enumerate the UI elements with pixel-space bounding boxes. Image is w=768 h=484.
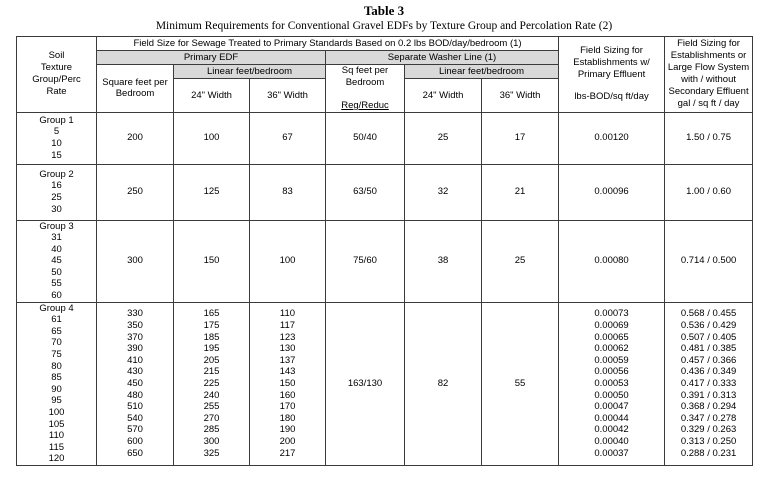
value: 205 (203, 354, 220, 366)
cell-washer-24: 25 (405, 112, 482, 164)
perc-rate: 5 (53, 126, 60, 138)
perc-rate: 16 (51, 180, 62, 192)
value: 300 (203, 435, 220, 447)
cell-primary-24: 150 (174, 220, 250, 302)
value: 0.417 / 0.333 (680, 378, 737, 390)
value: 190 (279, 424, 296, 436)
value: 123 (279, 331, 296, 343)
perc-rate: 61 (51, 314, 62, 326)
value: 0.288 / 0.231 (680, 447, 737, 459)
value: 0.00062 (594, 343, 629, 355)
perc-rate: 40 (51, 243, 62, 255)
soil-line-1: Soil (48, 50, 65, 62)
value: 0.347 / 0.278 (680, 412, 737, 424)
perc-rate: 115 (48, 441, 65, 453)
value: 390 (127, 343, 143, 355)
fsl-units: gal / sq ft / day (677, 98, 740, 110)
soil-line-2: Texture (40, 62, 73, 74)
perc-rate: 10 (51, 138, 62, 149)
cell-washer-sq-feet: 50/40 (326, 112, 405, 164)
cell-gal-sq-ft-day (665, 302, 753, 465)
value: 215 (203, 366, 220, 378)
value: 0.481 / 0.385 (680, 343, 737, 355)
header-linear-feet-bedroom-washer: Linear feet/bedroom (405, 65, 559, 79)
perc-rate: 100 (48, 407, 65, 418)
table-container (16, 36, 752, 466)
cell-washer-36: 17 (482, 112, 559, 164)
cell-washer-sq-feet: 63/50 (326, 164, 405, 220)
value: 200 (279, 435, 296, 447)
group-cell (17, 220, 97, 302)
value: 285 (203, 424, 220, 436)
cell-primary-36: 100 (250, 220, 326, 302)
cell-washer-24: 82 (405, 302, 482, 465)
cell-washer-24: 32 (405, 164, 482, 220)
group-cell (17, 112, 97, 164)
page-subtitle: Minimum Requirements for Conventional Gravel EDFs by Texture Group and Percolation Rate (2) (155, 20, 613, 32)
perc-rate: 105 (48, 418, 65, 430)
cell-washer-sq-feet: 163/130 (326, 302, 405, 465)
cell-square-feet-per-bedroom: 200 (97, 112, 174, 164)
fsl-line-3: Large Flow System (667, 62, 750, 74)
cell-lbs-bod: 0.00080 (559, 220, 665, 302)
perc-rate: 25 (51, 192, 62, 203)
value: 0.391 / 0.313 (680, 389, 737, 401)
value: 430 (127, 366, 143, 378)
value: 0.436 / 0.349 (680, 366, 737, 378)
sqft-line-2: per (154, 76, 168, 88)
cell-lbs-bod: 0.00120 (559, 112, 665, 164)
perc-rate: 75 (51, 349, 62, 361)
value: 0.00065 (594, 331, 629, 343)
value: 0.329 / 0.263 (680, 424, 737, 436)
cell-gal-sq-ft-day: 0.714 / 0.500 (665, 220, 753, 302)
value: 0.00037 (594, 447, 629, 459)
header-square-feet-per-bedroom (97, 65, 174, 113)
value: 0.00056 (594, 366, 629, 378)
sqfw-line-1: Sq feet per (341, 65, 389, 76)
header-reg-reduc: Reg/Reduc (341, 100, 389, 111)
value: 117 (279, 320, 296, 332)
value: 165 (203, 308, 220, 320)
value: 143 (279, 366, 296, 378)
value: 0.00059 (594, 354, 629, 366)
cell-square-feet-per-bedroom: 300 (97, 220, 174, 302)
table-row (17, 302, 753, 465)
value: 137 (279, 354, 296, 366)
value: 0.00069 (594, 320, 629, 332)
perc-rate: 65 (51, 325, 62, 337)
fsl-line-5: Secondary Effluent (668, 86, 749, 98)
perc-rate: 45 (51, 255, 62, 267)
value: 130 (279, 343, 296, 355)
fsp-line-1: Field Sizing for (580, 45, 643, 57)
header-field-sizing-large-flow (665, 37, 753, 113)
cell-washer-sq-feet: 75/60 (326, 220, 405, 302)
perc-rate: 95 (51, 395, 62, 407)
value: 0.313 / 0.250 (680, 435, 737, 447)
requirements-table (16, 36, 753, 466)
perc-rate: 110 (48, 430, 65, 442)
header-primary-24-width: 24" Width (174, 79, 250, 113)
value: 0.00050 (594, 389, 629, 401)
header-primary-edf: Primary EDF (97, 51, 326, 65)
value: 160 (279, 389, 296, 401)
perc-rate: 15 (51, 149, 62, 161)
value: 410 (127, 354, 143, 366)
header-primary-36-width: 36" Width (250, 79, 326, 113)
group-cell (17, 164, 97, 220)
value: 0.536 / 0.429 (680, 320, 737, 332)
value: 110 (279, 308, 296, 320)
value: 170 (279, 401, 296, 413)
table-body (17, 112, 753, 465)
header-sq-feet-per-bedroom-washer (326, 65, 405, 113)
value: 510 (127, 401, 143, 413)
perc-rate: 60 (51, 290, 62, 302)
perc-rate: 50 (51, 266, 62, 278)
header-washer-36-width: 36" Width (482, 79, 559, 113)
value: 650 (127, 447, 143, 459)
perc-rate: 55 (51, 278, 62, 290)
table-row (17, 220, 753, 302)
header-soil-texture (17, 37, 97, 113)
table-row (17, 164, 753, 220)
perc-rate: 30 (51, 203, 62, 215)
cell-primary-36 (250, 302, 326, 465)
cell-lbs-bod: 0.00096 (559, 164, 665, 220)
cell-primary-24: 100 (174, 112, 250, 164)
soil-line-3: Group/Perc (32, 74, 81, 86)
value: 225 (203, 378, 220, 390)
header-washer-24-width: 24" Width (405, 79, 482, 113)
value: 150 (279, 378, 296, 390)
sqft-line-1: Square feet (102, 76, 152, 88)
value: 0.00040 (594, 435, 629, 447)
value: 217 (279, 447, 296, 459)
value: 0.368 / 0.294 (680, 401, 737, 413)
perc-rate: 90 (51, 383, 62, 395)
value: 570 (127, 424, 143, 436)
value: 325 (203, 447, 220, 459)
fsp-units: lbs-BOD/sq ft/day (574, 91, 649, 103)
value: 480 (127, 389, 143, 401)
value: 0.00047 (594, 401, 629, 413)
header-separate-washer-line: Separate Washer Line (1) (326, 51, 559, 65)
value: 0.457 / 0.366 (680, 354, 737, 366)
fsl-line-4: with / without (681, 74, 736, 86)
cell-gal-sq-ft-day: 1.50 / 0.75 (665, 112, 753, 164)
cell-washer-24: 38 (405, 220, 482, 302)
header-field-size-span: Field Size for Sewage Treated to Primary Standards Based on 0.2 lbs BOD/day/bedroom (1) (97, 37, 559, 51)
group-label: Group 2 (39, 168, 74, 180)
soil-line-4: Rate (46, 86, 67, 98)
value: 180 (279, 412, 296, 424)
value: 0.507 / 0.405 (680, 331, 737, 343)
perc-rate: 70 (51, 337, 62, 349)
cell-washer-36: 25 (482, 220, 559, 302)
cell-gal-sq-ft-day: 1.00 / 0.60 (665, 164, 753, 220)
perc-rate: 31 (51, 232, 62, 244)
cell-washer-36: 21 (482, 164, 559, 220)
group-label: Group 1 (39, 114, 74, 126)
title-block (0, 0, 768, 33)
fsp-line-3: Primary Effluent (577, 69, 646, 81)
cell-primary-24: 125 (174, 164, 250, 220)
cell-primary-36: 67 (250, 112, 326, 164)
cell-square-feet-per-bedroom (97, 302, 174, 465)
value: 450 (127, 378, 143, 390)
value: 175 (203, 320, 220, 332)
value: 350 (127, 320, 143, 332)
page-title: Table 3 (363, 3, 405, 18)
header-field-sizing-primary (559, 37, 665, 113)
value: 195 (203, 343, 220, 355)
cell-lbs-bod (559, 302, 665, 465)
value: 240 (203, 389, 220, 401)
group-cell (17, 302, 97, 465)
table-row (17, 112, 753, 164)
cell-primary-36: 83 (250, 164, 326, 220)
cell-washer-36: 55 (482, 302, 559, 465)
sqfw-line-2: Bedroom (345, 76, 385, 88)
value: 255 (203, 401, 220, 413)
value: 185 (203, 331, 220, 343)
value: 270 (203, 412, 220, 424)
value: 0.00042 (594, 424, 629, 436)
value: 0.00053 (594, 378, 629, 390)
group-label: Group 3 (39, 220, 74, 232)
fsl-line-1: Field Sizing for (677, 38, 740, 50)
value: 0.00044 (594, 412, 629, 424)
table-header (17, 37, 753, 113)
perc-rate: 85 (51, 372, 62, 384)
cell-square-feet-per-bedroom: 250 (97, 164, 174, 220)
group-label: Group 4 (39, 302, 74, 314)
value: 370 (127, 331, 143, 343)
value: 0.568 / 0.455 (680, 308, 737, 320)
value: 540 (127, 412, 143, 424)
header-row-span (17, 37, 753, 51)
sqft-line-3: Bedroom (115, 88, 155, 100)
value: 330 (127, 308, 143, 320)
cell-primary-24 (174, 302, 250, 465)
fsl-line-2: Establishments or (670, 50, 747, 62)
perc-rate: 80 (51, 360, 62, 372)
value: 0.00073 (594, 308, 629, 320)
fsp-line-2: Establishments w/ (573, 57, 650, 69)
perc-rate: 120 (48, 453, 65, 465)
header-linear-feet-bedroom-primary: Linear feet/bedroom (174, 65, 326, 79)
value: 600 (127, 435, 143, 447)
